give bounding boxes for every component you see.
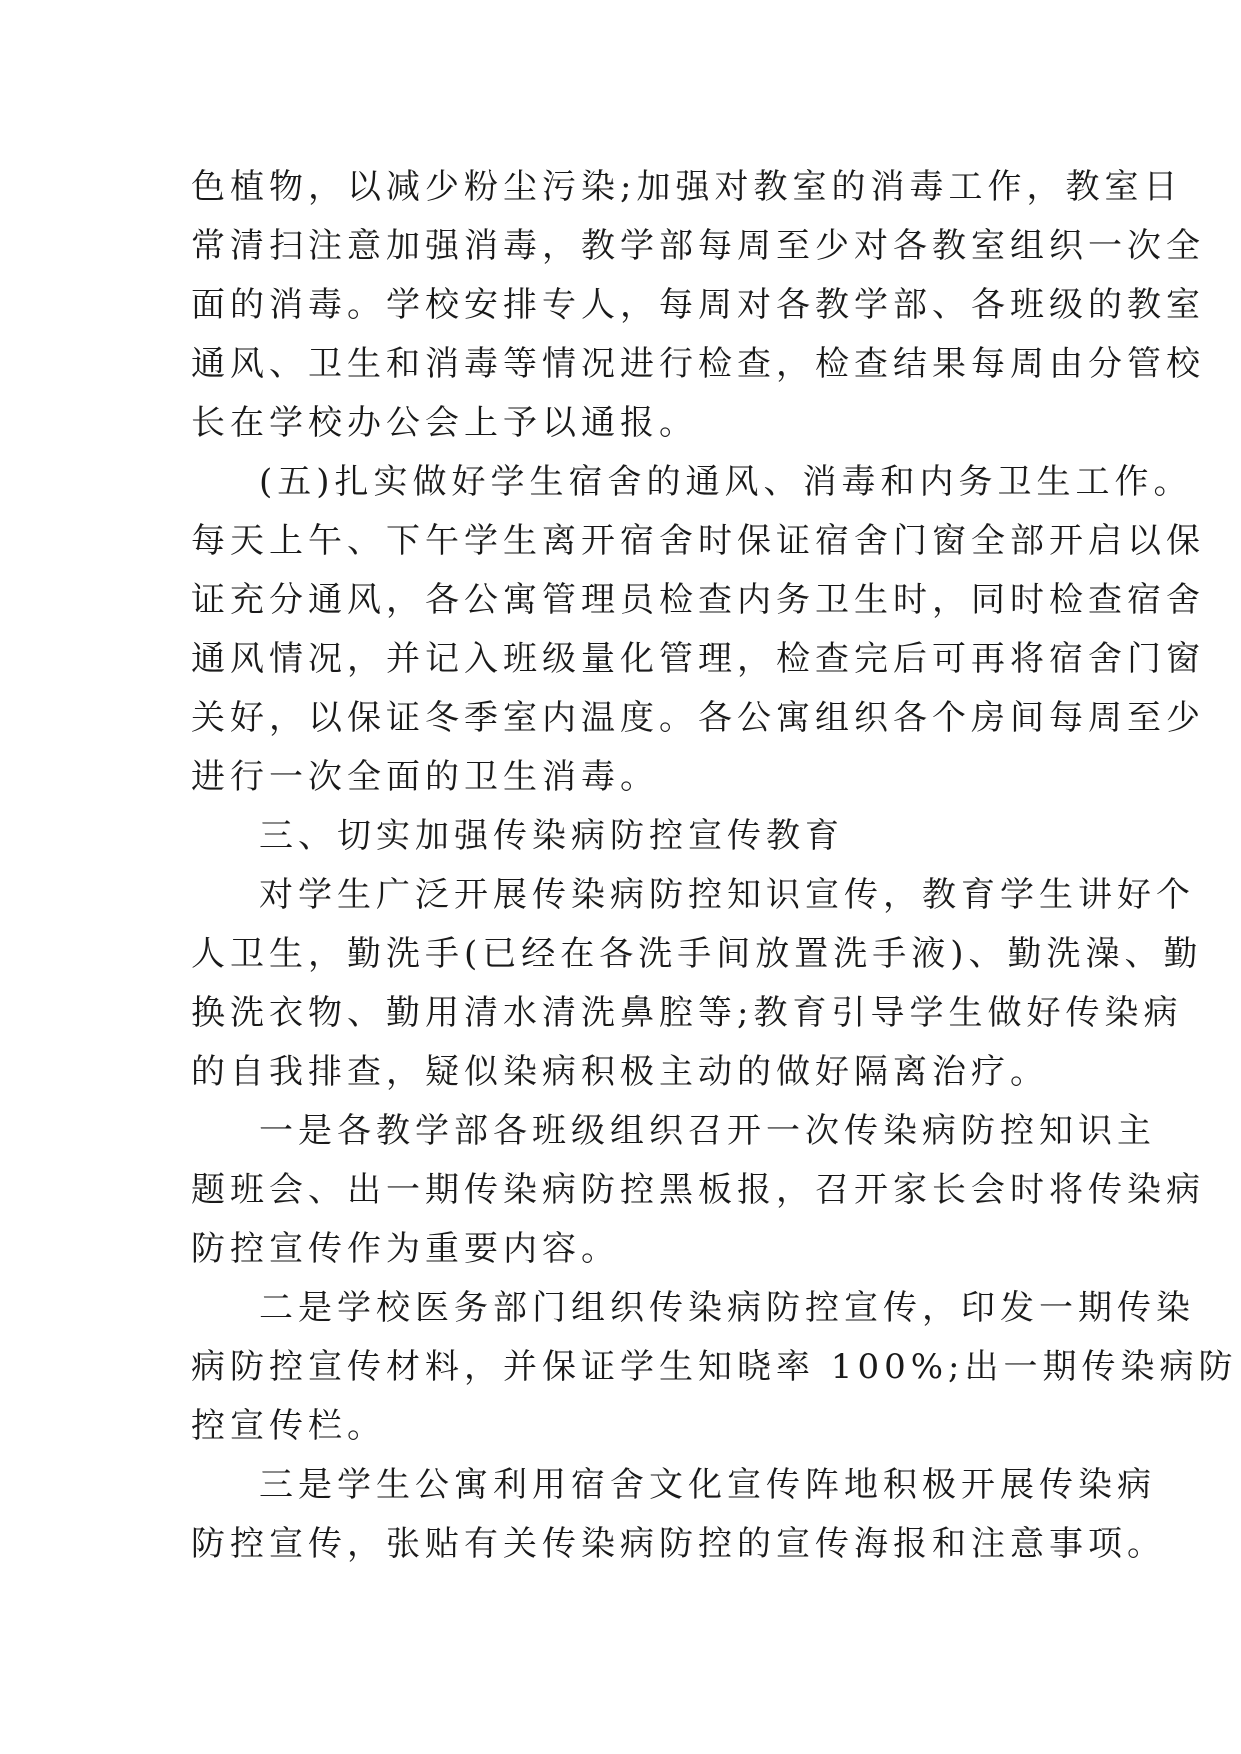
text-line: 面的消毒。学校安排专人，每周对各教学部、各班级的教室 [191,285,1205,325]
text-line: 病防控宣传材料，并保证学生知晓率 100%;出一期传染病防 [191,1347,1238,1387]
text-line: 换洗衣物、勤用清水清洗鼻腔等;教育引导学生做好传染病 [191,993,1183,1033]
text-line: 进行一次全面的卫生消毒。 [191,757,659,797]
text-line: 二是学校医务部门组织传染病防控宣传，印发一期传染 [259,1288,1195,1328]
text-line: 人卫生，勤洗手(已经在各洗手间放置洗手液)、勤洗澡、勤 [191,934,1203,974]
section-heading: 三、切实加强传染病防控宣传教育 [259,816,844,856]
text-line: 常清扫注意加强消毒，教学部每周至少对各教室组织一次全 [191,226,1205,266]
text-line: 色植物，以减少粉尘污染;加强对教室的消毒工作，教室日 [191,167,1183,207]
text-line: 一是各教学部各班级组织召开一次传染病防控知识主 [259,1111,1156,1151]
section-item-heading: (五)扎实做好学生宿舍的通风、消毒和内务卫生工作。 [259,462,1193,502]
text-line: 每天上午、下午学生离开宿舍时保证宿舍门窗全部开启以保 [191,521,1205,561]
text-line: 通风情况，并记入班级量化管理，检查完后可再将宿舍门窗 [191,639,1205,679]
text-line: 通风、卫生和消毒等情况进行检查，检查结果每周由分管校 [191,344,1205,384]
text-line: 控宣传栏。 [191,1406,386,1446]
text-line: 的自我排查，疑似染病积极主动的做好隔离治疗。 [191,1052,1049,1092]
text-line: 防控宣传，张贴有关传染病防控的宣传海报和注意事项。 [191,1524,1166,1564]
text-line: 关好，以保证冬季室内温度。各公寓组织各个房间每周至少 [191,698,1205,738]
text-line: 防控宣传作为重要内容。 [191,1229,620,1269]
text-line: 对学生广泛开展传染病防控知识宣传，教育学生讲好个 [259,875,1195,915]
text-line: 题班会、出一期传染病防控黑板报，召开家长会时将传染病 [191,1170,1205,1210]
text-line: 长在学校办公会上予以通报。 [191,403,698,443]
body-text [191,158,1238,1574]
text-line: 证充分通风，各公寓管理员检查内务卫生时，同时检查宿舍 [191,580,1205,620]
text-line: 三是学生公寓利用宿舍文化宣传阵地积极开展传染病 [259,1465,1156,1505]
